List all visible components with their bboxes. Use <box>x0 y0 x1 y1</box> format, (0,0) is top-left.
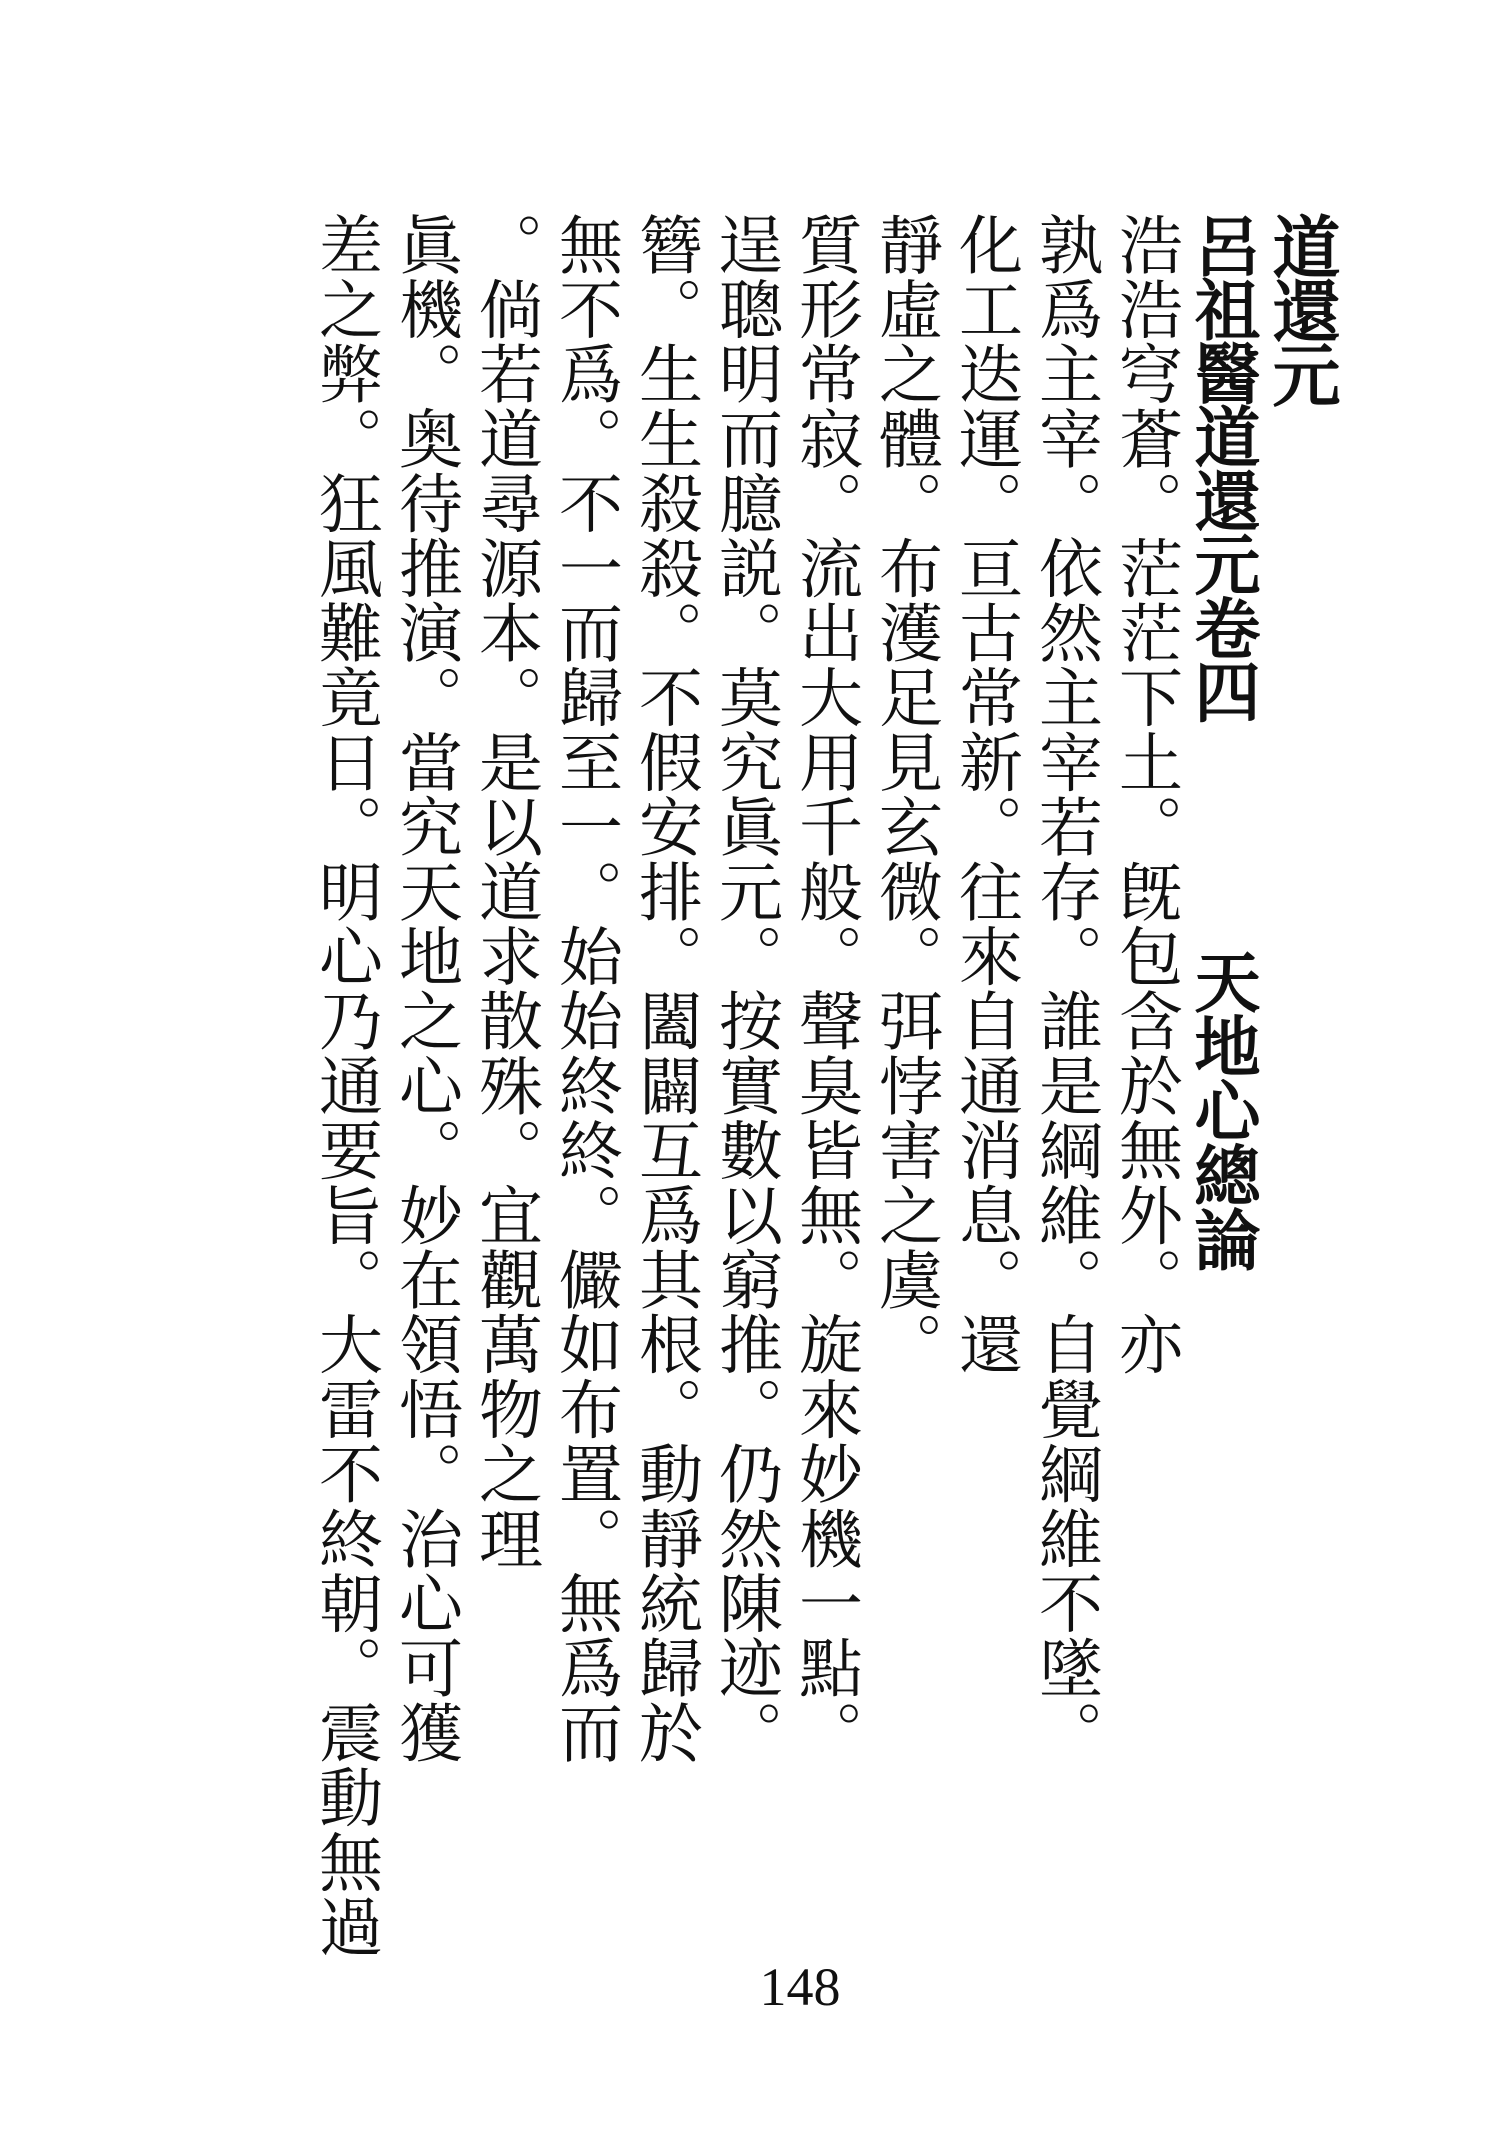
page-number: 148 <box>759 1957 841 2017</box>
text-column: 化工迭運。亘古常新。往來自通消息。還 <box>948 212 1022 1377</box>
text-column: 簪。生生殺殺。不假安排。闔闢互爲其根。動靜統歸於 <box>628 212 702 1765</box>
text-column: 逞聰明而臆説。莫究眞元。按實數以窮推。仍然陳迹。 <box>708 212 782 1765</box>
text-column: 孰爲主宰。依然主宰若存。誰是綱維。自覺綱維不墜。 <box>1028 212 1102 1765</box>
text-column: 眞機。奥待推演。當究天地之心。妙在領悟。治心可獲 <box>388 212 462 1765</box>
section-title: 天地心總論 <box>1183 948 1260 1271</box>
text-column: 。倘若道尋源本。是以道求散殊。宜觀萬物之理 <box>468 212 542 1571</box>
text-column: 浩浩穹蒼。茫茫下土。旣包含於無外。亦 <box>1108 212 1182 1377</box>
book-title: 呂祖醫道還元卷四 <box>1183 212 1260 722</box>
text-column: 無不爲。不一而歸至一。始始終終。儼如布置。無爲而 <box>548 212 622 1765</box>
text-column: 差之弊。狂風難竟日。明心乃通要旨。大雷不終朝。震動無過 <box>308 212 382 1959</box>
text-column: 靜虛之體。布濩足見玄微。弭悖害之虞。 <box>868 212 942 1377</box>
running-title: 道還元 <box>1261 212 1340 404</box>
text-column: 質形常寂。流出大用千般。聲臭皆無。旋來妙機一點。 <box>788 212 862 1765</box>
